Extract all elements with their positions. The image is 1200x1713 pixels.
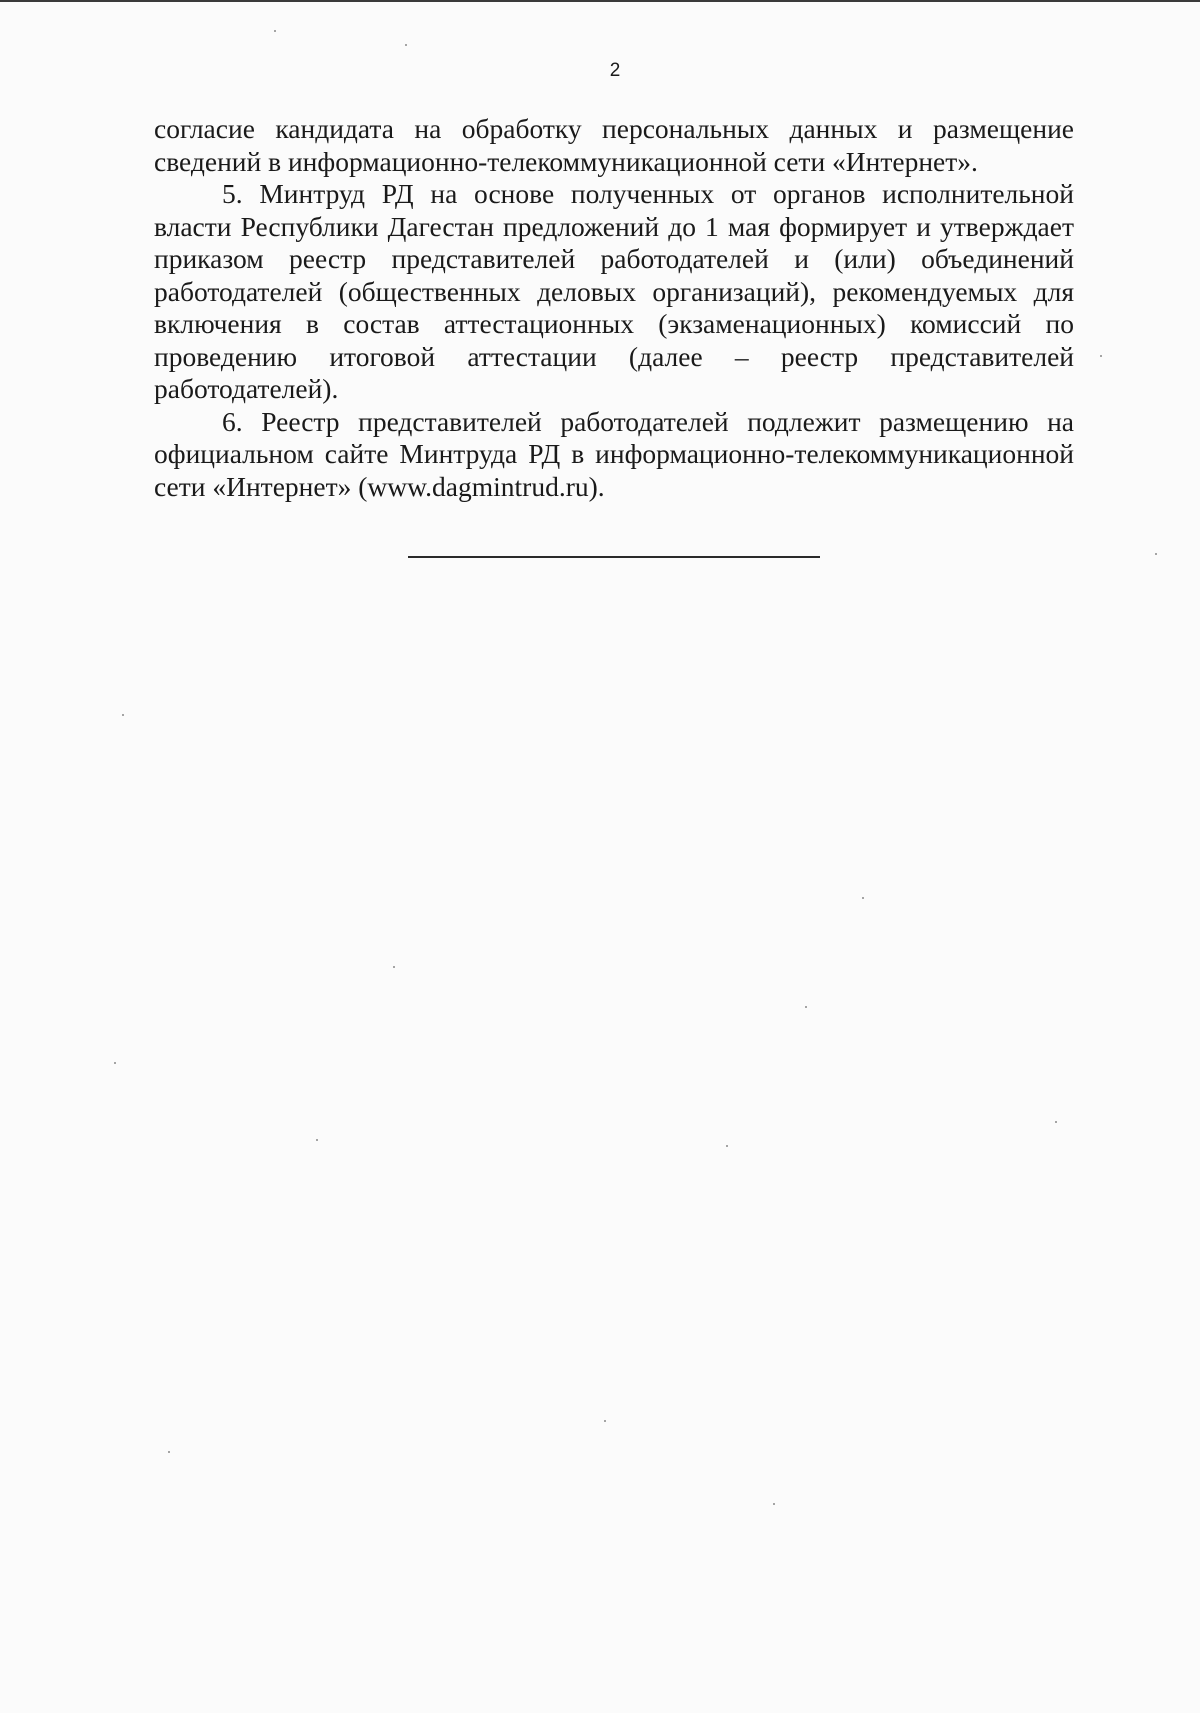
scan-speck <box>1155 553 1157 555</box>
document-body <box>154 113 1074 503</box>
scan-speck <box>862 897 864 899</box>
paragraph-item-6: 6. Реестр представителей работодателей подлежит размещению на официальном сайте Минтруда РД в информационно-телекоммуникационной сети «Интернет» (www.dagmintrud.ru). <box>154 405 1074 502</box>
end-of-text-rule <box>408 556 820 558</box>
scan-speck <box>1100 355 1102 357</box>
scan-speck <box>1055 1121 1057 1123</box>
paragraph-item-5: 5. Минтруд РД на основе полученных от органов исполнительной власти Республики Дагестан предложений до 1 мая формирует и утверждает приказом реестр представителей работодателей и (или) объединений работодателей (общественных деловых организаций), рекомендуемых для включения в состав аттестационных (экзаменационных) комиссий по проведению итоговой аттестации (далее – реестр представителей работодателей). <box>154 178 1074 404</box>
scan-speck <box>805 1006 807 1008</box>
paragraph-continuation: согласие кандидата на обработку персональных данных и размещение сведений в информационно-телекоммуникационной сети «Интернет». <box>154 113 1074 177</box>
scan-speck <box>726 1145 728 1147</box>
scan-speck <box>122 714 124 716</box>
page-number: 2 <box>609 60 621 81</box>
scan-speck <box>773 1503 775 1505</box>
scan-speck <box>274 30 276 32</box>
scan-speck <box>114 1062 116 1064</box>
scan-speck <box>604 1420 606 1422</box>
scan-speck <box>316 1139 318 1141</box>
top-edge-rule <box>0 0 1200 2</box>
scan-speck <box>168 1451 170 1453</box>
scan-speck <box>405 44 407 46</box>
scan-speck <box>393 966 395 968</box>
